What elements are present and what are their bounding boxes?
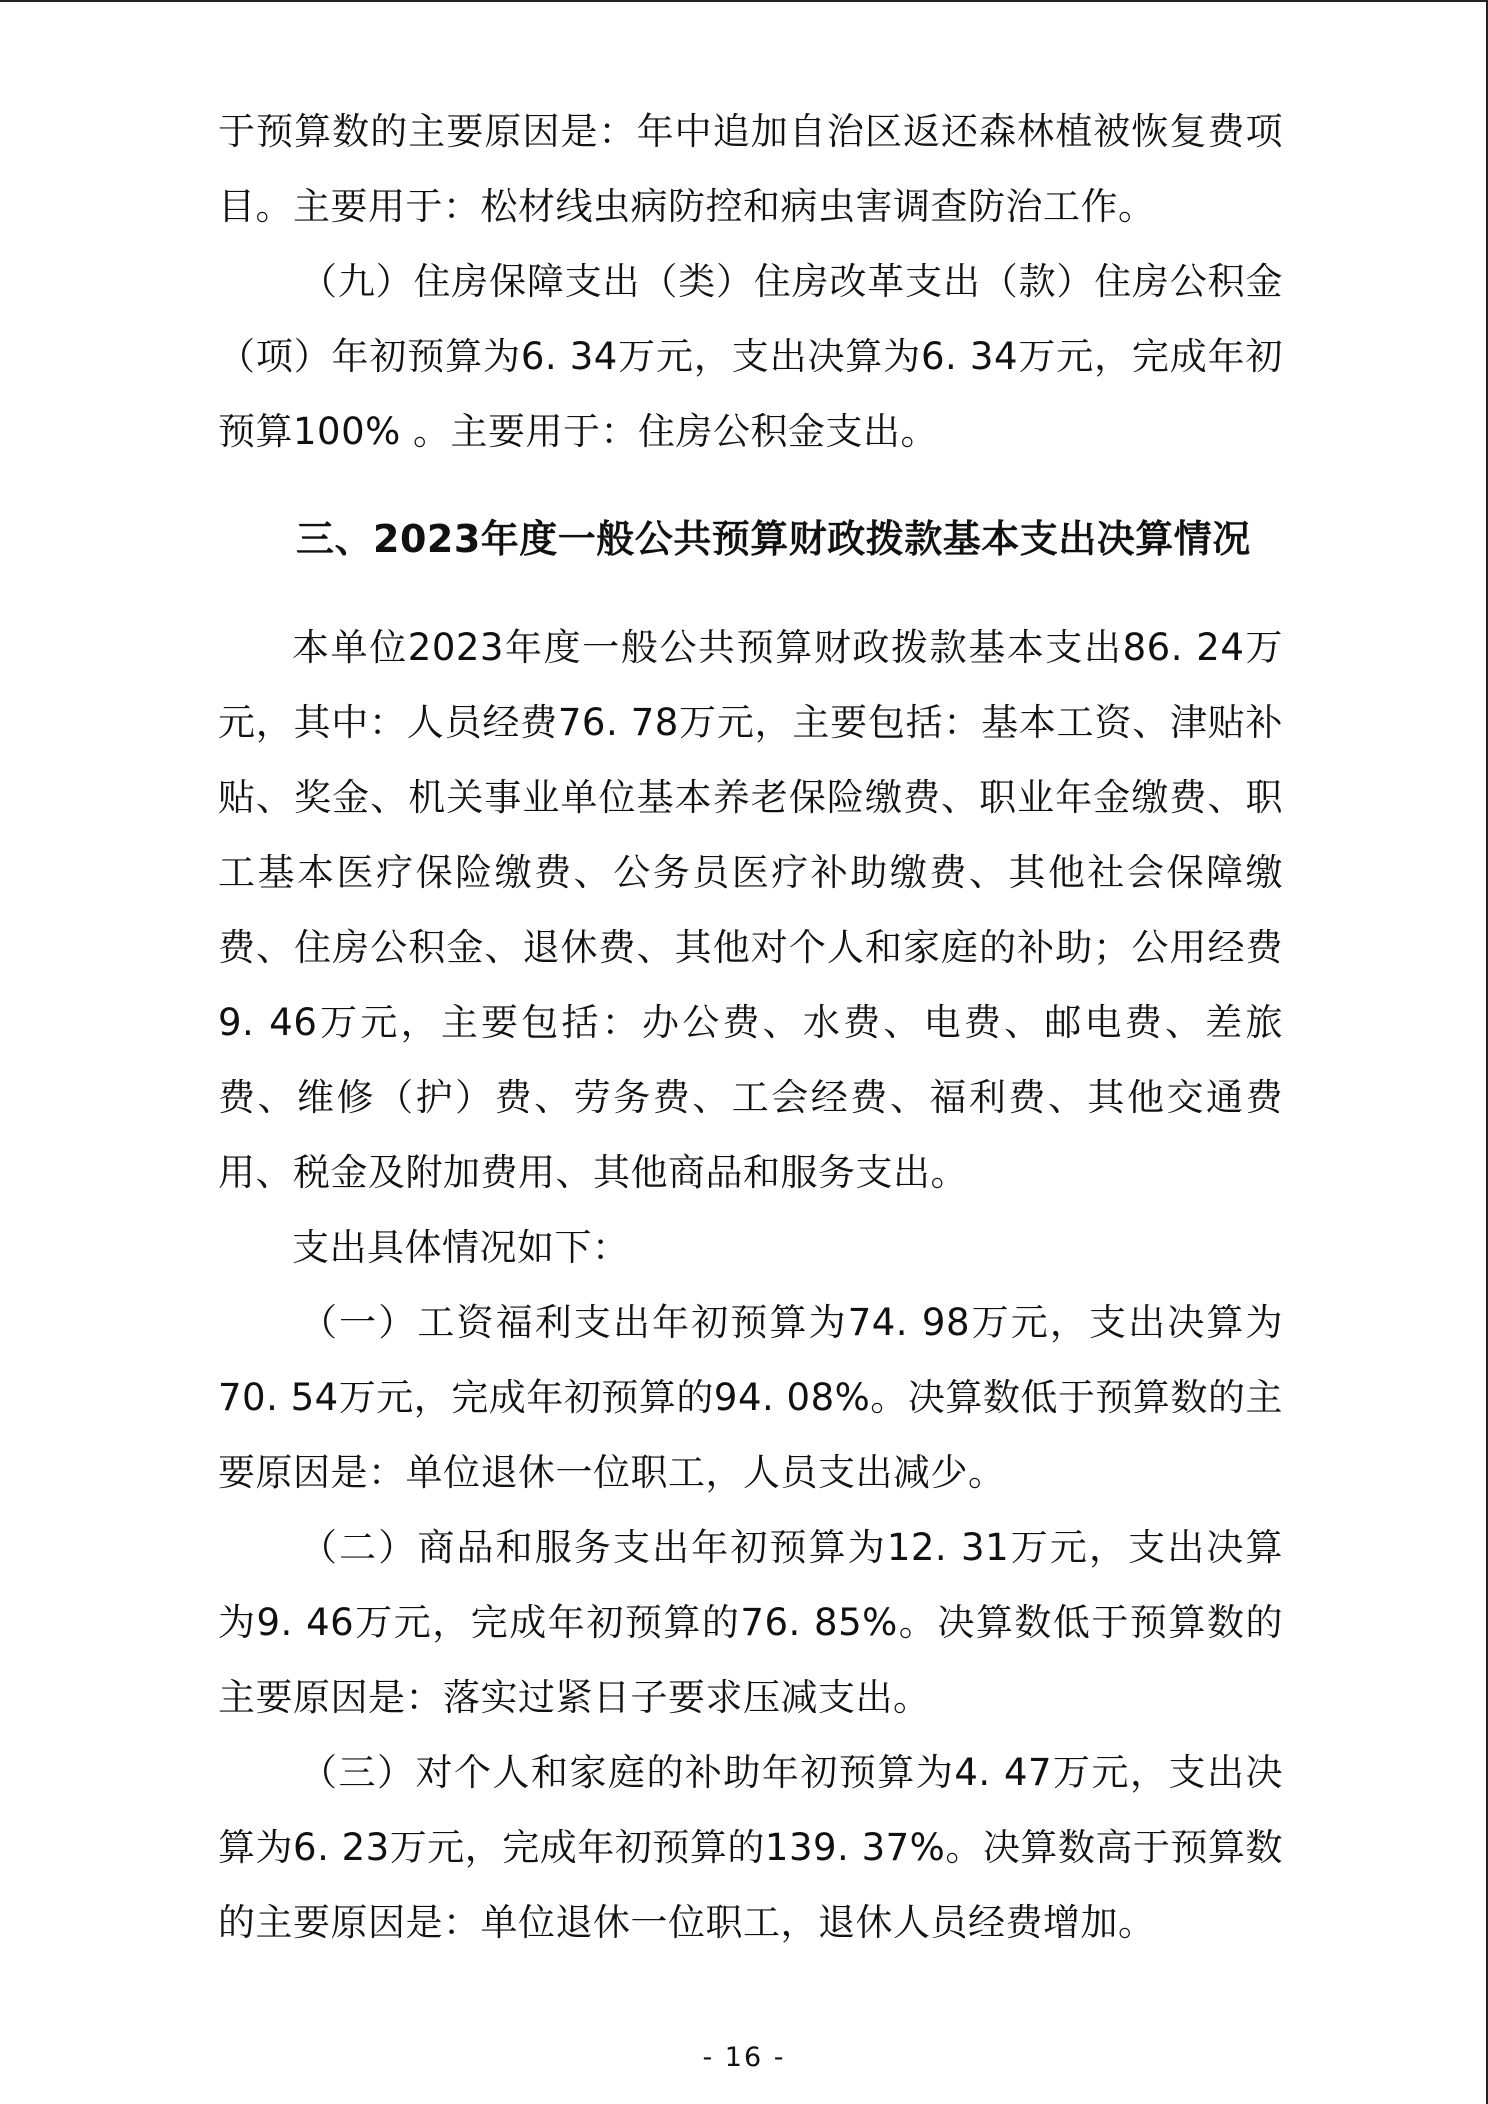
page-number: - 16 - bbox=[702, 2042, 786, 2073]
paragraph-individual-subsidy: （三）对个人和家庭的补助年初预算为4. 47万元，支出决算为6. 23万元，完成年初预算的139. 37%。决算数高于预算数的主要原因是：单位退休一位职工，退休人员经费增加。 bbox=[218, 1751, 1283, 1944]
paragraph-salary-welfare: （一）工资福利支出年初预算为74. 98万元，支出决算为70. 54万元，完成年初预算的94. 08%。决算数低于预算数的主要原因是：单位退休一位职工，人员支出减少。 bbox=[218, 1301, 1283, 1494]
paragraph-basic-expenditure: 本单位2023年度一般公共预算财政拨款基本支出86. 24万元，其中：人员经费76. 78万元，主要包括：基本工资、津贴补贴、奖金、机关事业单位基本养老保险缴费、职业年金缴费、职工基本医疗保险缴费、公务员医疗补助缴费、其他社会保障缴费、住房公积金、退休费、其他对个人和家庭的补助；公用经费9. 46万元，主要包括：办公费、水费、电费、邮电费、差旅费、维修（护）费、劳务费、工会经费、福利费、其他交通费用、税金及附加费用、其他商品和服务支出。 bbox=[218, 626, 1283, 1194]
paragraph-housing-fund: （九）住房保障支出（类）住房改革支出（款）住房公积金（项）年初预算为6. 34万元，支出决算为6. 34万元，完成年初预算100% 。主要用于：住房公积金支出。 bbox=[218, 260, 1283, 453]
paragraph-goods-services: （二）商品和服务支出年初预算为12. 31万元，支出决算为9. 46万元，完成年初预算的76. 85%。决算数低于预算数的主要原因是：落实过紧日子要求压减支出。 bbox=[218, 1526, 1283, 1719]
document-body bbox=[218, 94, 1283, 1960]
section-heading: 三、2023年度一般公共预算财政拨款基本支出决算情况 bbox=[296, 517, 1251, 561]
paragraph-details-intro: 支出具体情况如下： bbox=[292, 1226, 630, 1269]
paragraph-continuation: 于预算数的主要原因是：年中追加自治区返还森林植被恢复费项目。主要用于：松材线虫病防控和病虫害调查防治工作。 bbox=[218, 110, 1283, 228]
